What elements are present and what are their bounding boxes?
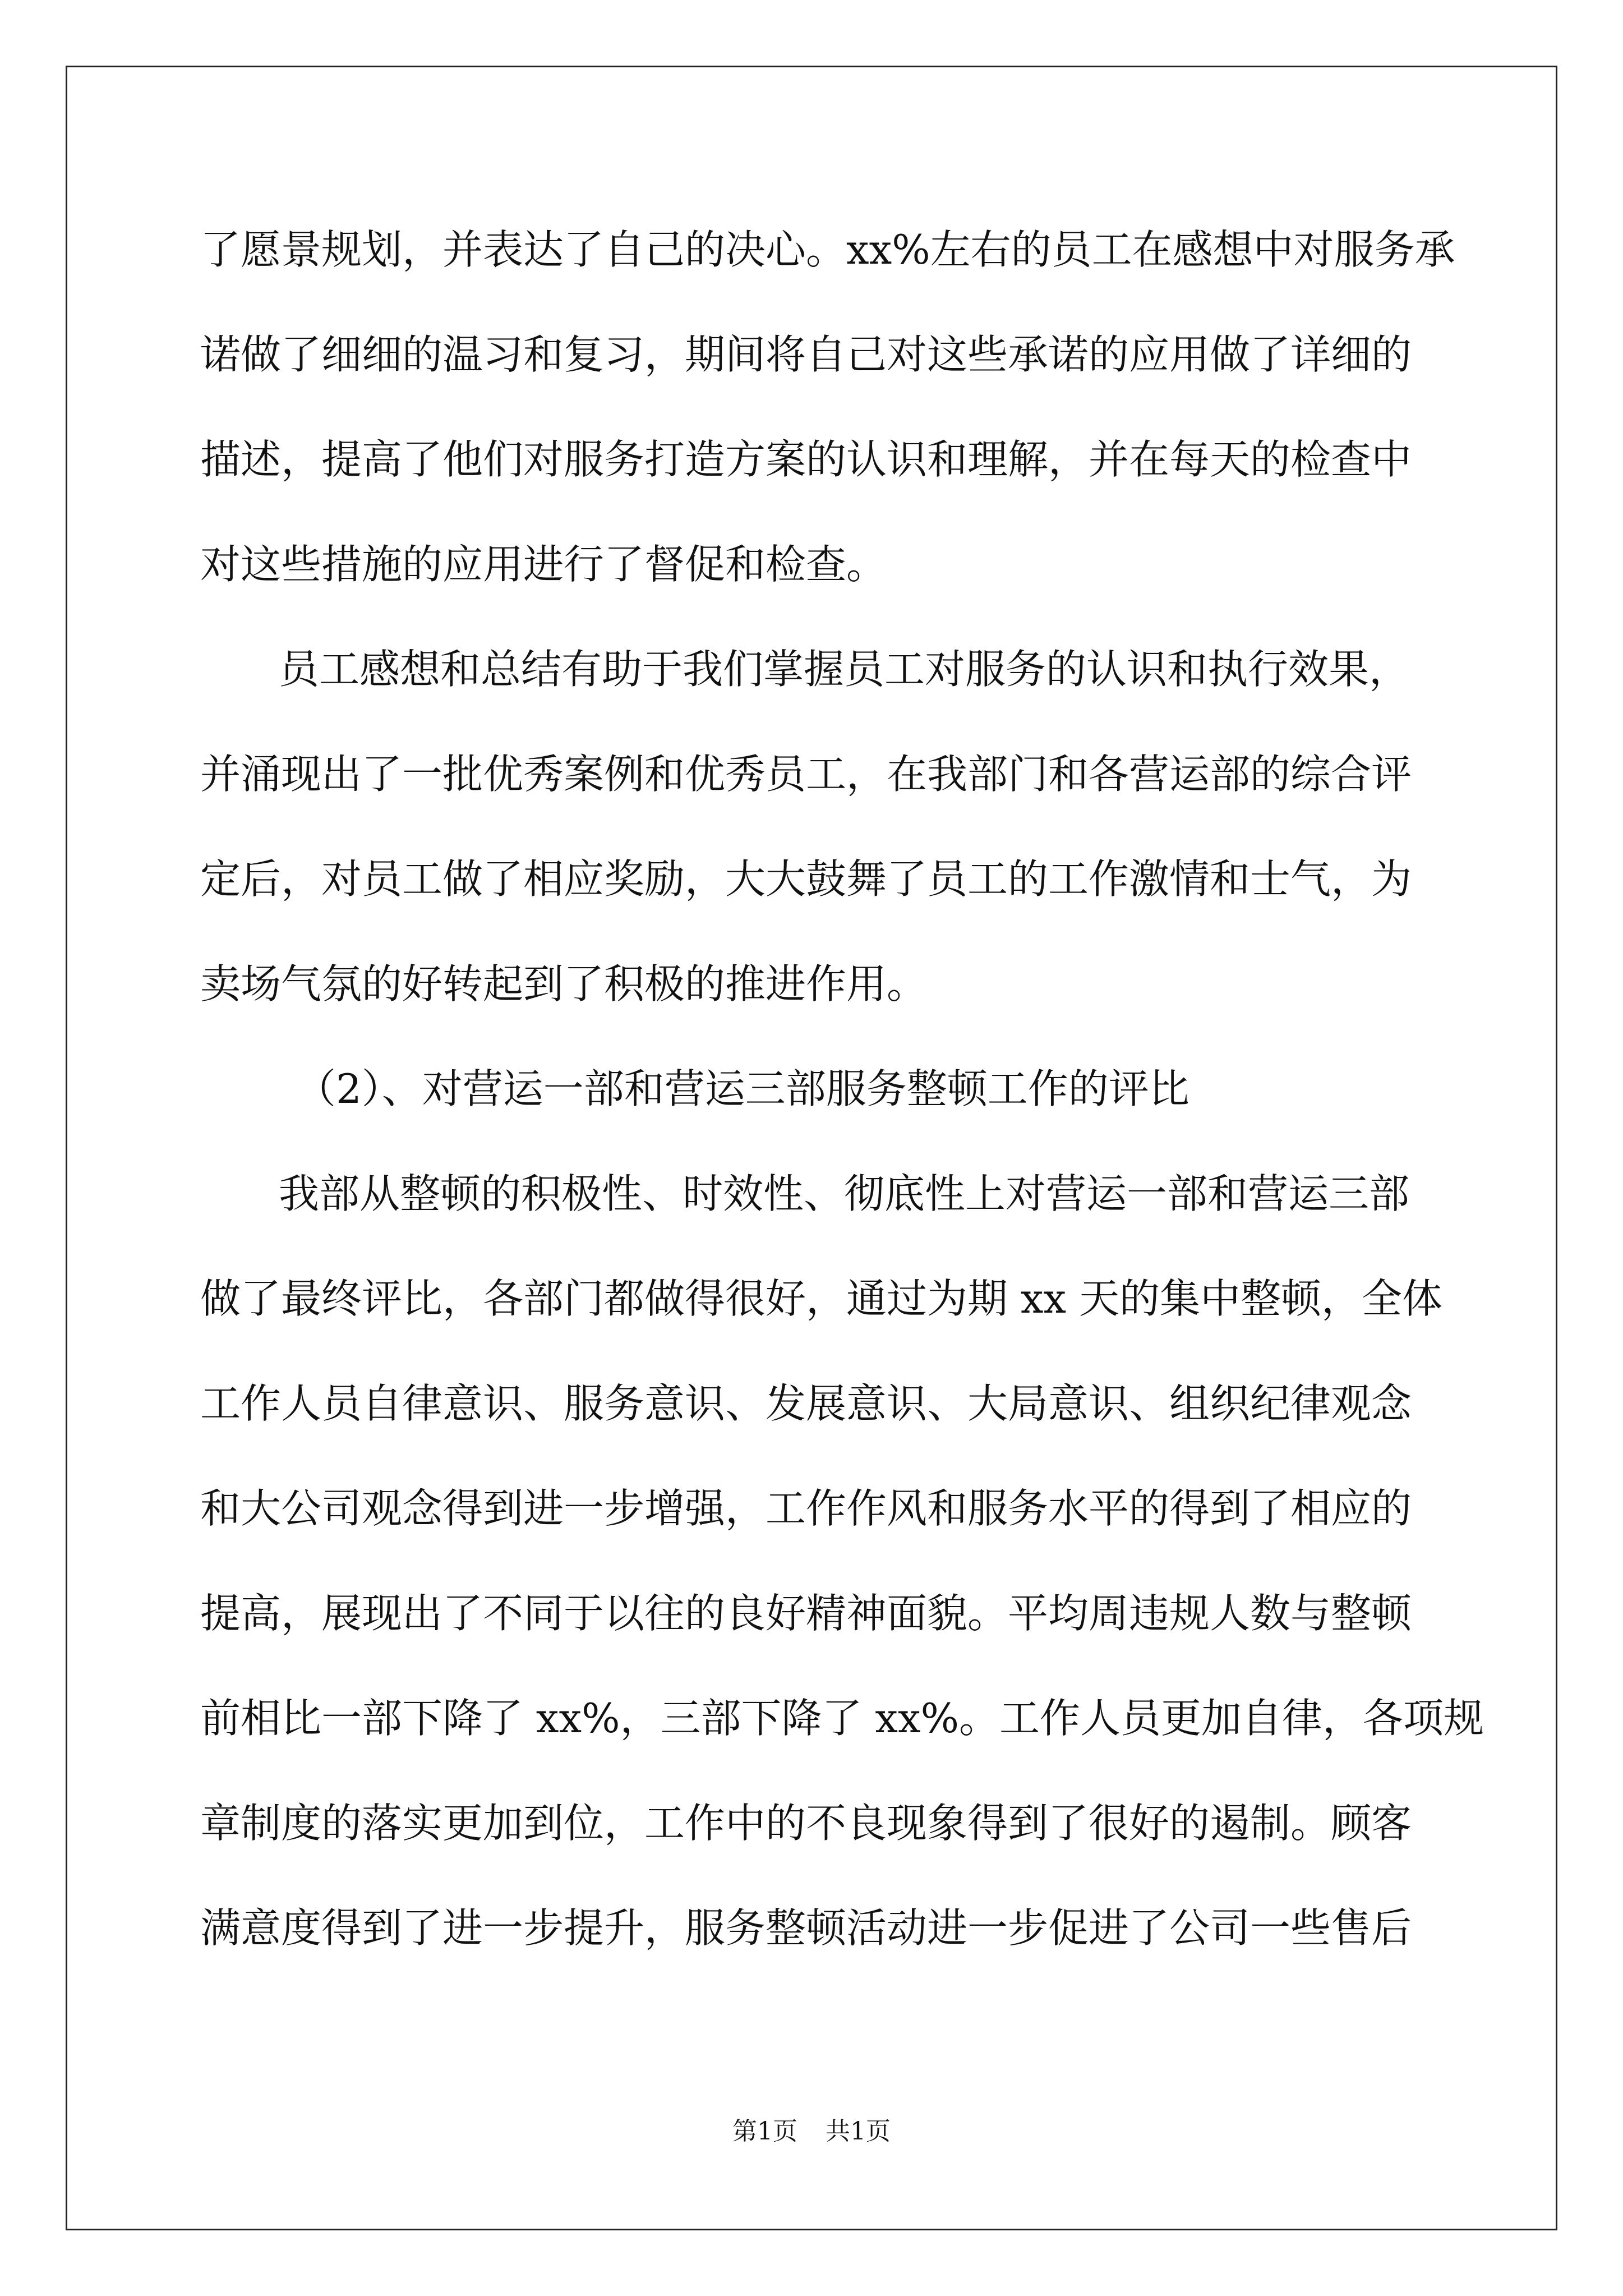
- text-line: 对这些措施的应用进行了督促和检查。: [200, 541, 887, 588]
- text-line: 前相比一部下降了 xx%，三部下降了 xx%。工作人员更加自律，各项规: [200, 1695, 1484, 1742]
- text-line: 做了最终评比，各部门都做得很好，通过为期 xx 天的集中整顿，全体: [200, 1275, 1442, 1322]
- text-line: 并涌现出了一批优秀案例和优秀员工，在我部门和各营运部的综合评: [200, 751, 1412, 798]
- paragraph-start-line: 员工感想和总结有助于我们掌握员工对服务的认识和执行效果，: [279, 646, 1410, 693]
- text-line: 了愿景规划，并表达了自己的决心。xx%左右的员工在感想中对服务承: [200, 226, 1455, 273]
- text-line: 卖场气氛的好转起到了积极的推进作用。: [200, 960, 928, 1007]
- text-line: 定后，对员工做了相应奖励，大大鼓舞了员工的工作激情和士气，为: [200, 855, 1412, 903]
- section-heading: （2）、对营运一部和营运三部服务整顿工作的评比: [296, 1065, 1189, 1112]
- text-line: 描述，提高了他们对服务打造方案的认识和理解，并在每天的检查中: [200, 436, 1412, 483]
- page-footer: [0, 2115, 1623, 2148]
- text-line: 和大公司观念得到进一步增强，工作作风和服务水平的得到了相应的: [200, 1485, 1412, 1532]
- text-line: 章制度的落实更加到位，工作中的不良现象得到了很好的遏制。顾客: [200, 1800, 1412, 1847]
- text-line: 工作人员自律意识、服务意识、发展意识、大局意识、组织纪律观念: [200, 1380, 1412, 1427]
- page-number: 第1页: [732, 2117, 797, 2146]
- paragraph-start-line: 我部从整顿的积极性、时效性、彻底性上对营运一部和营运三部: [279, 1170, 1410, 1217]
- text-line: 提高，展现出了不同于以往的良好精神面貌。平均周违规人数与整顿: [200, 1590, 1412, 1637]
- page-total: 共1页: [826, 2117, 891, 2146]
- text-line: 满意度得到了进一步提升，服务整顿活动进一步促进了公司一些售后: [200, 1904, 1412, 1952]
- text-line: 诺做了细细的温习和复习，期间将自己对这些承诺的应用做了详细的: [200, 331, 1412, 378]
